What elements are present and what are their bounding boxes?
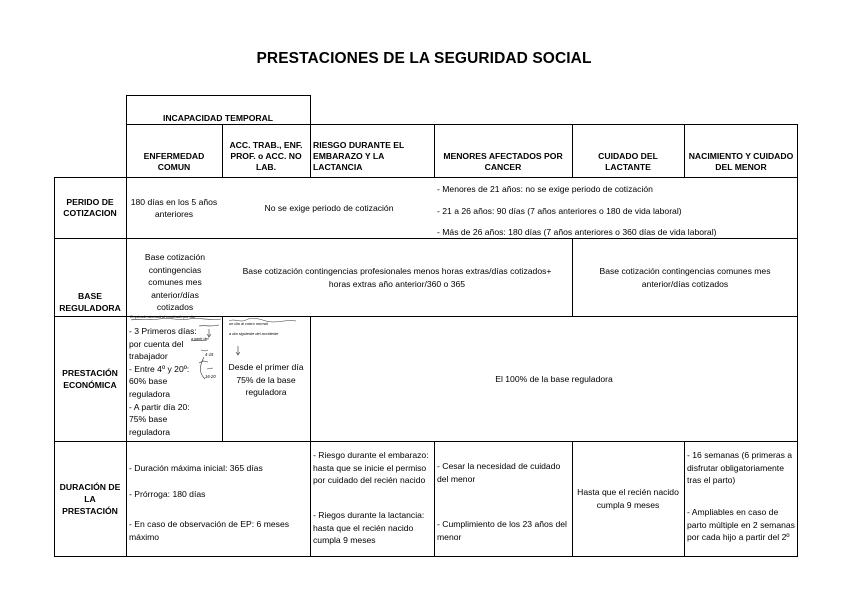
row-label-periodo: PERIDO DE COTIZACION	[63, 197, 117, 218]
handwriting-partir: a partir del	[191, 337, 209, 341]
duracion-it-observacion: - En caso de observación de EP: 6 meses máximo	[129, 519, 290, 542]
periodo-no-exige: No se exige periodo de cotización	[264, 202, 394, 213]
prestacion-entre-4-20: - Entre 4º y 20º: 60% base reguladora	[129, 363, 190, 399]
handwritten-annotation	[129, 317, 223, 387]
periodo-enfermedad: 180 días en los 5 años anteriores	[130, 197, 218, 219]
duracion-lactante: Hasta que el recién nacido cumpla 9 meses	[577, 487, 679, 510]
row-label-prestacion: PRESTACIÓN ECONÓMICA	[62, 368, 118, 390]
prestacion-resto: El 100% de la base reguladora	[495, 374, 613, 384]
duracion-riesgo-embarazo: - Riesgo durante el embarazo: hasta que se inicie el permiso por cuidado del recién nacido	[313, 450, 429, 486]
page-title: PRESTACIONES DE LA SEGURIDAD SOCIAL	[256, 50, 592, 67]
duracion-menores-cesar: - Cesar la necesidad de cuidado del menor	[437, 461, 561, 484]
prestacion-accidente: Desde el primer día 75% de la base reguladora	[228, 362, 304, 398]
handwritten-annotation-accidente	[226, 318, 306, 358]
handwriting-16-20: 16-20	[205, 374, 216, 379]
handwriting-4-15: 4-15	[205, 352, 214, 357]
prestacion-primeros-dias: - 3 Primeros días: por cuenta del trabajador	[129, 326, 197, 362]
prestacion-partir-20: - A partir día 20: 75% base reguladora	[129, 401, 190, 437]
base-enfermedad: Base cotización contingencias comunes mes anterior/días cotizados	[144, 252, 206, 313]
duracion-it-prorroga: - Prórroga: 180 días	[129, 489, 206, 499]
duracion-nacimiento-multiple: - Ampliables en caso de parto múltiple en 2 semanas por cada hijo a partir del 2º	[687, 507, 795, 543]
base-comunes: Base cotización contingencias comunes mes anterior/días cotizados	[599, 266, 771, 289]
periodo-menores-21: - Menores de 21 años: no se exige periodo de cotización	[437, 184, 653, 194]
periodo-21-26: - 21 a 26 años: 90 días (7 años anteriores o 180 de vida laboral)	[437, 206, 682, 216]
handwriting-empleado: Empleado abonará al empleado por día	[130, 315, 195, 319]
duracion-it-maxima: - Duración máxima inicial: 365 días	[129, 463, 263, 473]
duracion-riesgo-lactancia: - Riegos durante la lactancia: hasta que el recién nacido cumpla 9 meses	[313, 510, 425, 546]
base-profesionales: Base cotización contingencias profesionales menos horas extras/días cotizados+ horas extras año anterior/360 o 365	[242, 266, 552, 289]
col-header-menores: MENORES AFECTADOS POR CANCER	[443, 151, 563, 172]
col-header-accidente: ACC. TRAB., ENF. PROF. o ACC. NO LAB.	[229, 140, 303, 172]
duracion-menores-23: - Cumplimiento de los 23 años del menor	[437, 519, 567, 542]
col-header-riesgo: RIESGO DURANTE EL EMBARAZO Y LA LACTANCIA	[313, 140, 405, 172]
handwriting-accidente: a día siguiente del accidente	[229, 331, 279, 336]
group-header-incapacidad: INCAPACIDAD TEMPORAL	[162, 113, 274, 123]
col-header-enfermedad: ENFERMEDAD COMUN	[143, 151, 205, 172]
handwriting-cobro: un día al cobro normal	[229, 321, 268, 326]
row-label-duracion: DURACIÓN DE LA PRESTACIÓN	[59, 482, 121, 516]
periodo-mas-26: - Más de 26 años: 180 días (7 años anteriores o 360 días de vida laboral)	[437, 227, 717, 237]
col-header-nacimiento: NACIMIENTO Y CUIDADO DEL MENOR	[688, 151, 794, 172]
duracion-nacimiento-16: - 16 semanas (6 primeras a disfrutar obligatoriamente tras el parto)	[687, 450, 793, 486]
row-label-base: BASE REGULADORA	[59, 291, 121, 313]
col-header-lactante: CUIDADO DEL LACTANTE	[598, 151, 658, 172]
